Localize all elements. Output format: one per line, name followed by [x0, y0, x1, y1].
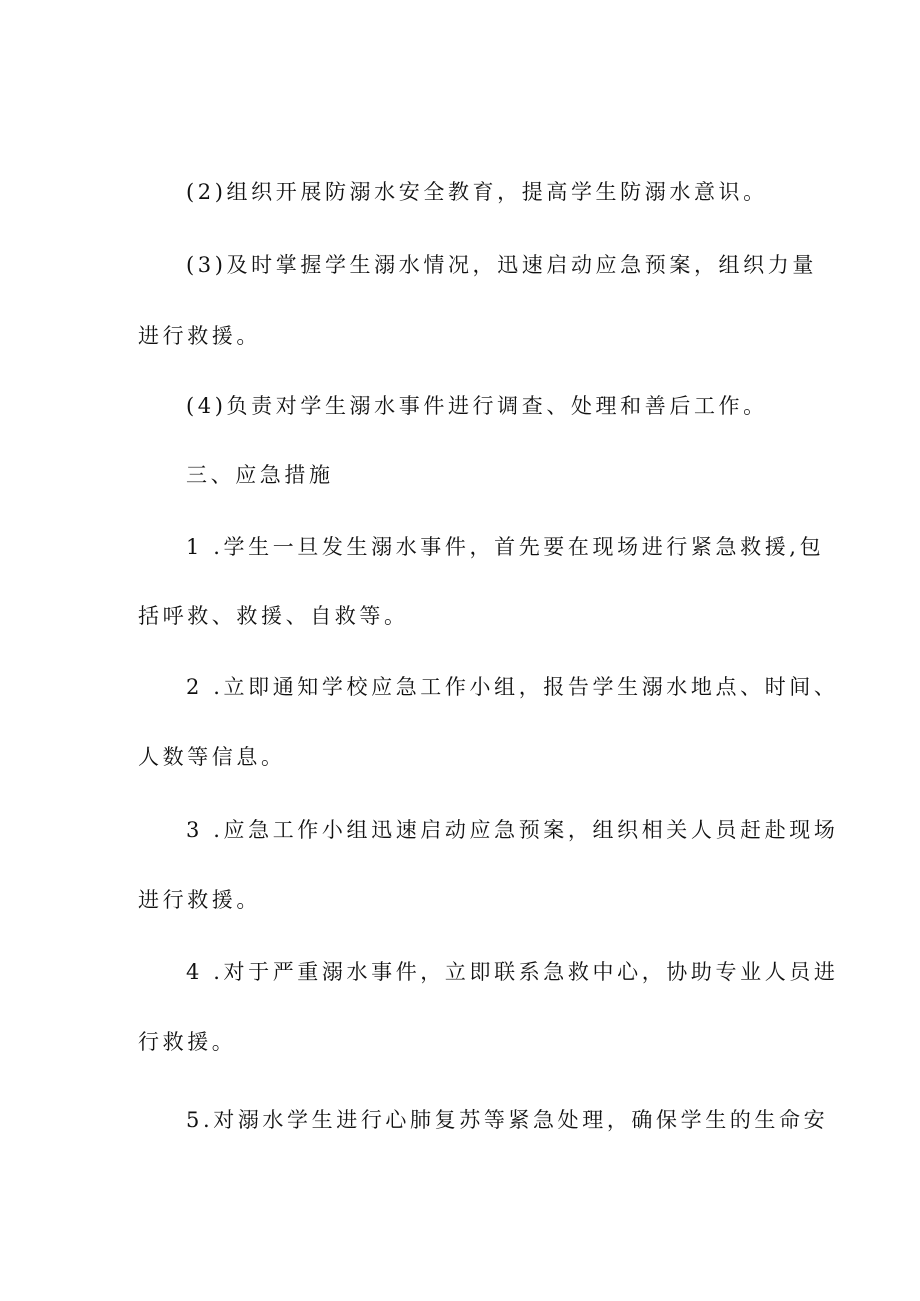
paragraph-line: 1 .学生一旦发生溺水事件，首先要在现场进行紧急救援,包	[186, 535, 825, 559]
paragraph-line: 2 .立即通知学校应急工作小组，报告学生溺水地点、时间、	[186, 675, 839, 699]
paragraph-line: (3)及时掌握学生溺水情况，迅速启动应急预案，组织力量	[186, 253, 817, 277]
paragraph-line: 进行救援。	[138, 888, 261, 912]
paragraph-line: (2)组织开展防溺水安全教育，提高学生防溺水意识。	[186, 180, 768, 204]
section-heading: 三、应急措施	[186, 463, 334, 487]
paragraph-line: 括呼救、救援、自救等。	[138, 604, 409, 628]
paragraph-line: 3 .应急工作小组迅速启动应急预案，组织相关人员赶赴现场	[186, 818, 839, 842]
paragraph-line: (4)负责对学生溺水事件进行调查、处理和善后工作。	[186, 394, 768, 418]
paragraph-line: 5.对溺水学生进行心肺复苏等紧急处理，确保学生的生命安	[186, 1108, 829, 1132]
paragraph-line: 行救援。	[138, 1030, 237, 1054]
paragraph-line: 进行救援。	[138, 324, 261, 348]
paragraph-line: 4 .对于严重溺水事件，立即联系急救中心，协助专业人员进	[186, 960, 839, 984]
paragraph-line: 人数等信息。	[138, 745, 286, 769]
